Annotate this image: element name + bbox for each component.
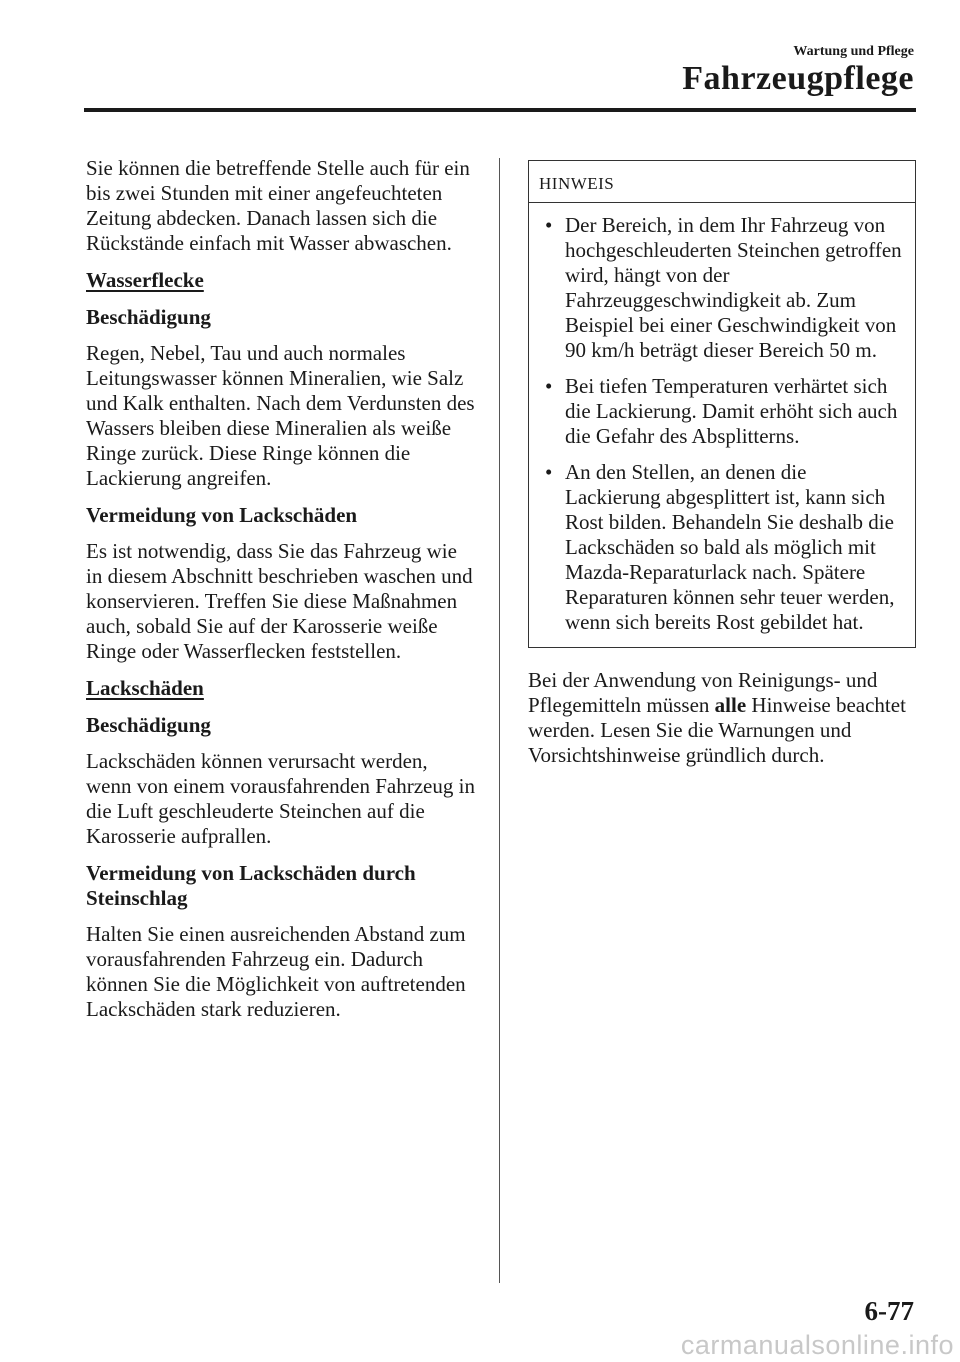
note-title: HINWEIS: [529, 161, 915, 203]
section-label: Wartung und Pflege: [793, 44, 914, 59]
page-number: 6-77: [864, 1296, 914, 1326]
note-item-text: An den Stellen, an denen die Lackierung abgesplittert ist, kann sich Rost bilden. Behandeln Sie deshalb die Lackschäden so bald als möglich mit Mazda-Reparaturlack nach. Spätere Reparaturen können sehr teuer werden, wenn sich bereits Rost gebildet hat.: [565, 460, 895, 634]
heading-wasserflecke: Wasserflecke: [86, 268, 204, 292]
note-item: [539, 460, 907, 635]
bullet-icon: •: [545, 213, 553, 237]
subhead-prevention-water: Vermeidung von Lackschäden: [86, 503, 358, 527]
subhead-prevention-paint: Vermeidung von Lackschäden durch Steinschlag: [86, 861, 416, 910]
note-item-text: Der Bereich, in dem Ihr Fahrzeug von hochgeschleuderten Steinchen getroffen wird, hängt von der Fahrzeuggeschwindigkeit ab. Zum Beispiel bei einer Geschwindigkeit von 90 km/h beträgt dieser Bereich 50 m.: [565, 213, 902, 362]
page-title: Fahrzeugpflege: [682, 60, 914, 97]
left-column: [86, 156, 478, 1034]
closing-text-after: Hinweise beachtet werden. Lesen Sie die Warnungen und Vorsichtshinweise gründlich durch.: [528, 693, 906, 767]
paragraph-prevention-water: Es ist notwendig, dass Sie das Fahrzeug wie in diesem Abschnitt beschrieben waschen und konservieren. Treffen Sie diese Maßnahmen auch, sobald Sie auf der Karosserie weiße Ringe oder Wasserflecken feststellen.: [86, 539, 473, 663]
right-column: [528, 160, 916, 780]
closing-paragraph: [528, 668, 916, 768]
paragraph-prevention-paint: Halten Sie einen ausreichenden Abstand zum vorausfahrenden Fahrzeug ein. Dadurch können Sie die Möglichkeit von auftretenden Lackschäden stark reduzieren.: [86, 922, 466, 1021]
subhead-damage-water: Beschädigung: [86, 305, 211, 329]
note-list: [529, 203, 915, 647]
paragraph-damage-paint: Lackschäden können verursacht werden, wenn von einem vorausfahrenden Fahrzeug in die Luft geschleuderte Steinchen auf die Karosserie aufprallen.: [86, 749, 475, 848]
closing-bold-word: alle: [714, 693, 747, 717]
subhead-damage-paint: Beschädigung: [86, 713, 211, 737]
closing-text-before: Bei der Anwendung von Reinigungs- und Pflegemitteln müssen: [528, 668, 878, 717]
note-item: [539, 374, 907, 449]
intro-paragraph: Sie können die betreffende Stelle auch für ein bis zwei Stunden mit einer angefeuchteten Zeitung abdecken. Danach lassen sich die Rückstände einfach mit Wasser abwaschen.: [86, 156, 470, 255]
note-item: [539, 213, 907, 363]
header-rule: [84, 108, 916, 112]
bullet-icon: •: [545, 460, 553, 484]
column-divider: [499, 158, 500, 1283]
note-box: [528, 160, 916, 648]
heading-lackschaeden: Lackschäden: [86, 676, 204, 700]
bullet-icon: •: [545, 374, 553, 398]
paragraph-damage-water: Regen, Nebel, Tau und auch normales Leitungswasser können Mineralien, wie Salz und Kalk enthalten. Nach dem Verdunsten des Wassers bleiben diese Mineralien als weiße Ringe zurück. Diese Ringe können die Lackierung angreifen.: [86, 341, 475, 490]
note-item-text: Bei tiefen Temperaturen verhärtet sich die Lackierung. Damit erhöht sich auch die Gefahr des Absplitterns.: [565, 374, 898, 448]
watermark: carmanualsonline.info: [680, 1330, 954, 1360]
